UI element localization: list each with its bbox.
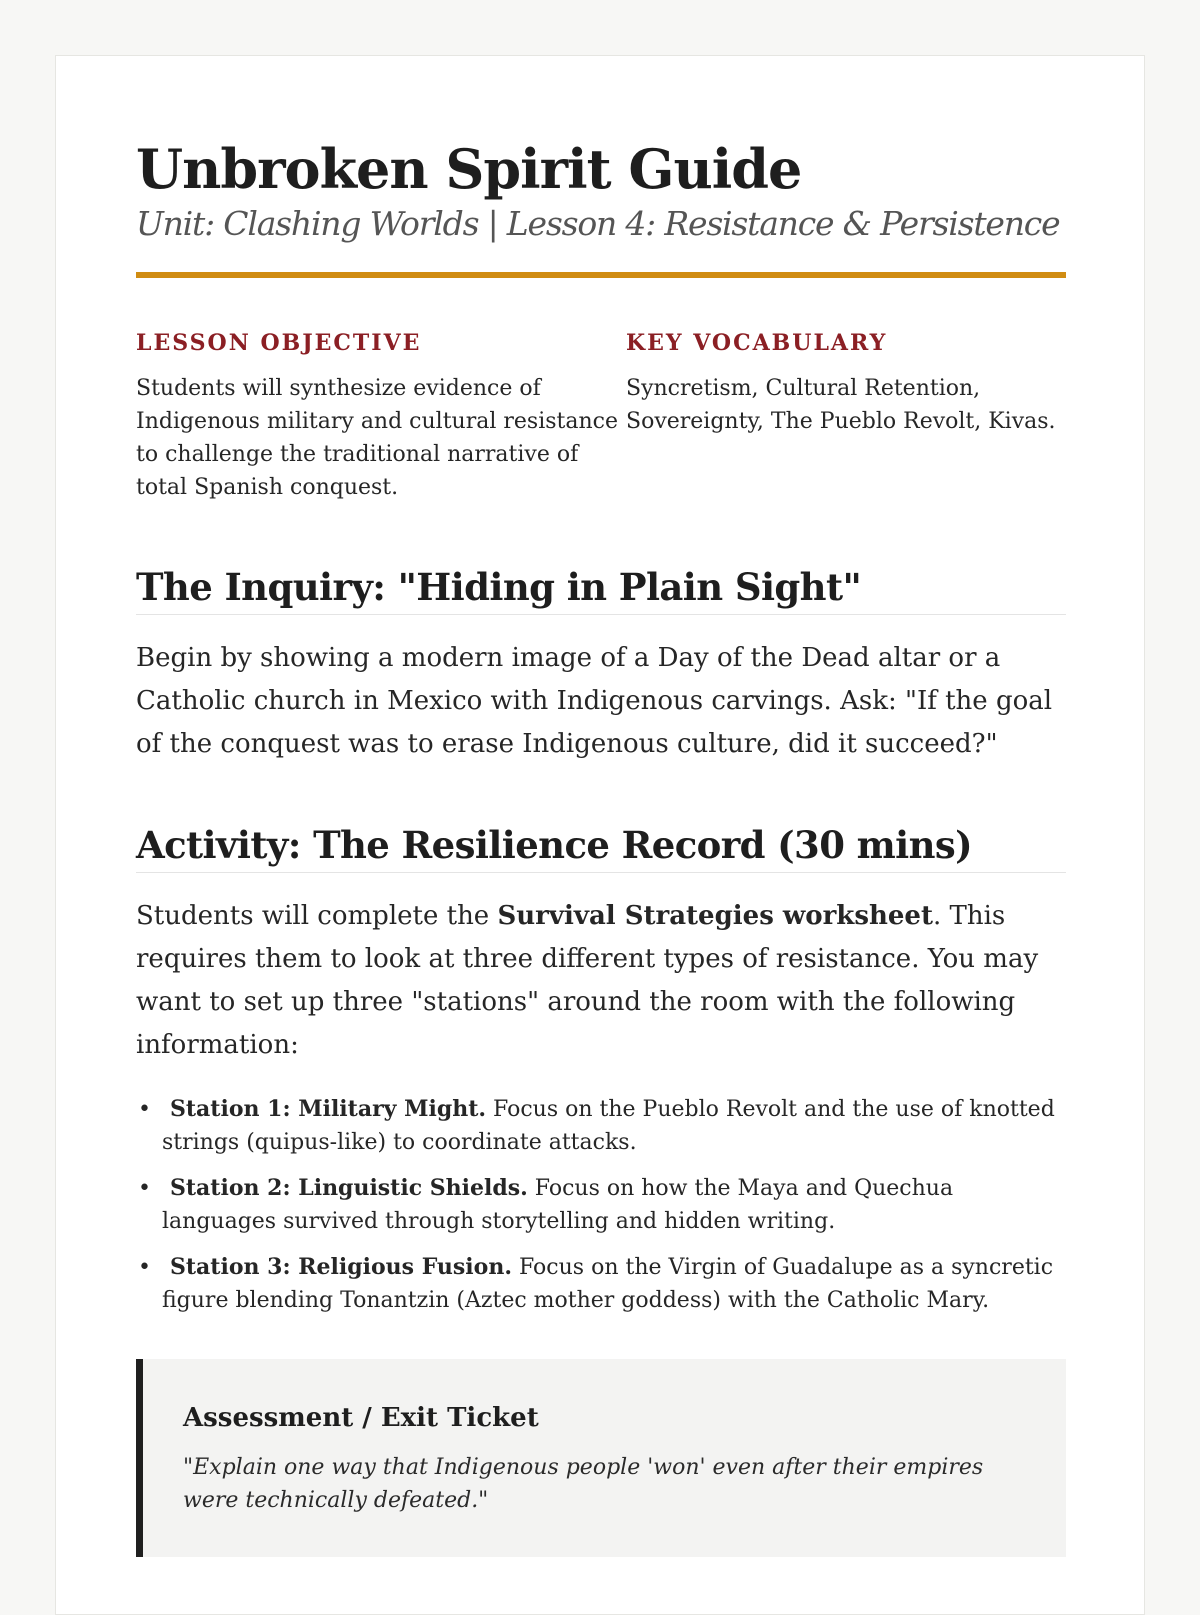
bullet-icon: •	[138, 1176, 151, 1201]
assessment-box	[136, 1359, 1066, 1557]
page-subtitle: Unit: Clashing Worlds | Lesson 4: Resistance & Persistence	[136, 204, 1060, 243]
activity-heading: Activity: The Resilience Record (30 mins)	[136, 822, 1066, 873]
station-text: Focus on how the Maya and Quechua languages survived through storytelling and hidden writing.	[162, 1176, 954, 1234]
activity-section	[136, 822, 1066, 1317]
station-text: Focus on the Virgin of Guadalupe as a syncretic figure blending Tonantzin (Aztec mother goddess) with the Catholic Mary.	[162, 1255, 1054, 1313]
bullet-icon: •	[138, 1255, 151, 1280]
exit-ticket-quote: "Explain one way that Indigenous people 'won' even after their empires were technically defeated."	[183, 1455, 984, 1513]
overview-columns	[136, 328, 1066, 504]
lesson-objective	[136, 328, 626, 504]
bullet-icon: •	[138, 1097, 151, 1122]
inquiry-section	[136, 564, 1066, 766]
station-item	[138, 1251, 1066, 1317]
station-item	[138, 1172, 1066, 1238]
key-vocabulary-heading: KEY VOCABULARY	[626, 330, 888, 356]
key-vocabulary-text: Syncretism, Cultural Retention, Sovereignty, The Pueblo Revolt, Kivas.	[626, 376, 1056, 434]
station-item	[138, 1093, 1066, 1159]
inquiry-text: Begin by showing a modern image of a Day of the Dead altar or a Catholic church in Mexico with Indigenous carvings. Ask: "If the goal of the conquest was to erase Indigenous culture, did it succeed?"	[136, 643, 1053, 759]
page-content	[136, 136, 1066, 1557]
activity-intro-start: Students will complete the	[136, 901, 498, 931]
activity-intro	[136, 895, 1066, 1067]
station-label: Station 3: Religious Fusion.	[170, 1254, 512, 1280]
station-text: Focus on the Pueblo Revolt and the use of knotted strings (quipus-like) to coordinate attacks.	[162, 1097, 1055, 1155]
lesson-page	[55, 55, 1145, 1615]
worksheet-name: Survival Strategies worksheet	[497, 901, 933, 931]
assessment-heading: Assessment / Exit Ticket	[183, 1403, 539, 1433]
lesson-objective-heading: LESSON OBJECTIVE	[136, 330, 422, 356]
key-vocabulary	[626, 328, 1066, 504]
lesson-objective-text: Students will synthesize evidence of Indigenous military and cultural resistance to challenge the traditional narrative of total Spanish conquest.	[136, 376, 618, 500]
station-label: Station 1: Military Might.	[170, 1096, 487, 1122]
activity-intro-end: . This requires them to look at three different types of resistance. You may want to set up three "stations" around the room with the following information:	[136, 901, 1039, 1060]
title-divider	[136, 272, 1066, 278]
page-title: Unbroken Spirit Guide	[136, 137, 802, 201]
station-label: Station 2: Linguistic Shields.	[170, 1175, 528, 1201]
station-list	[136, 1093, 1066, 1317]
inquiry-heading: The Inquiry: "Hiding in Plain Sight"	[136, 564, 1066, 615]
